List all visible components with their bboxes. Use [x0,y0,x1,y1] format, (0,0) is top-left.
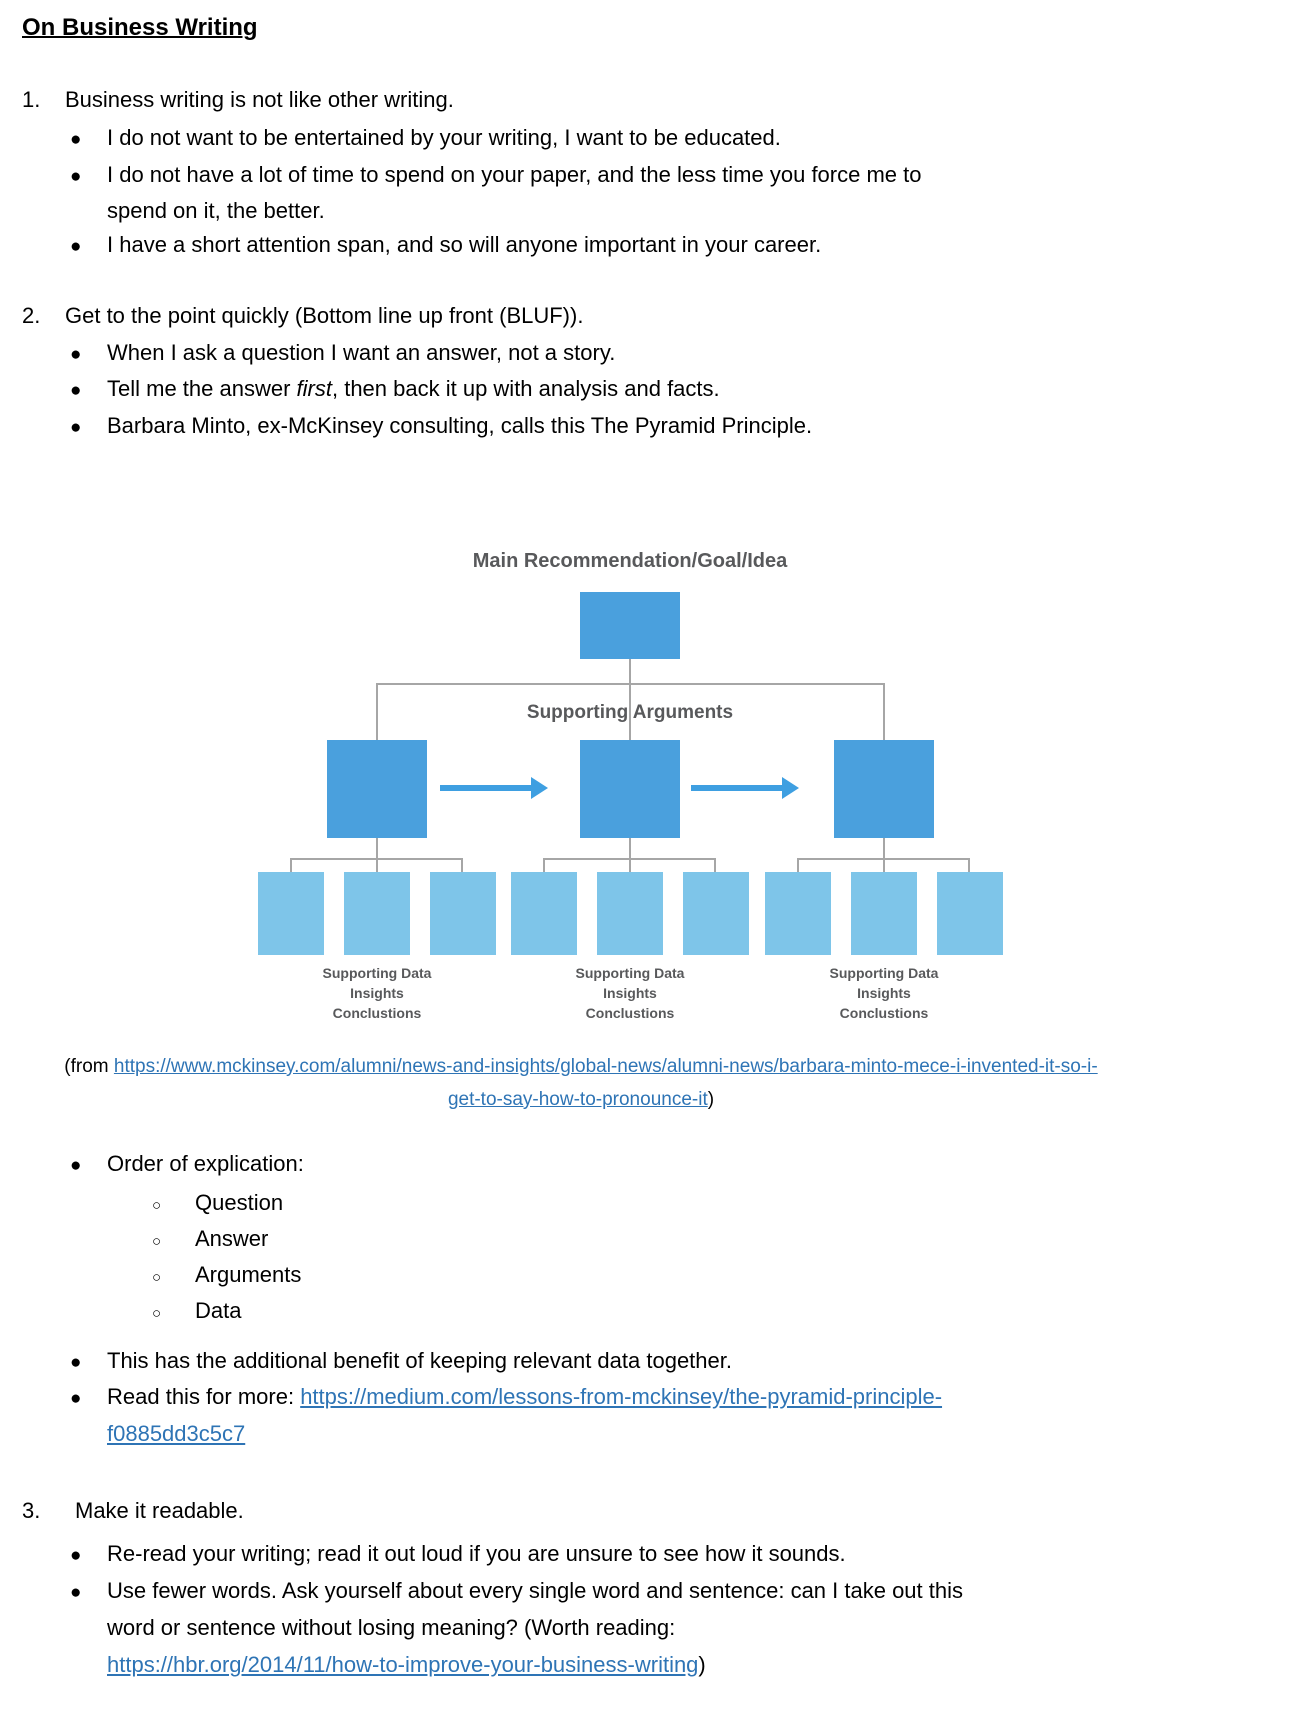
list-item-text: I do not have a lot of time to spend on your paper, and the less time you force me to [107,162,922,187]
section-3-heading-text: Make it readable. [75,1498,244,1523]
bullet-icon: ● [70,1155,82,1176]
doc-title: On Business Writing [22,14,258,41]
pyramid-level2-box-middle [580,740,680,838]
text-segment: , then back it up with analysis and facts. [331,376,720,401]
group-label-left [277,963,477,1023]
section-3-heading [22,1497,244,1524]
list-item-continuation: word or sentence without losing meaning? (Worth reading: [107,1615,676,1640]
group-label-line: Conclustions [839,1005,929,1021]
list-item-text: This has the additional benefit of keeping relevant data together. [107,1348,732,1373]
group-label-line: Supporting Data [829,965,939,981]
sub-list-item [152,1297,241,1327]
sub-list-item-text: Question [195,1190,284,1215]
list-item [70,375,720,404]
section-1-heading [22,86,454,113]
group-label-line: Insights [603,985,657,1001]
connector-line [883,838,885,872]
pyramid-title: Main Recommendation/Goal/Idea [472,550,788,572]
circle-bullet-icon: ○ [152,1269,162,1286]
list-item [70,1347,732,1376]
section-3-number: 3. [22,1498,41,1523]
connector-line [461,858,463,872]
list-item-text: When I ask a question I want an answer, not a story. [107,340,616,365]
pyramid-data-box [344,872,410,955]
pyramid-diagram [200,545,1060,1025]
list-item-continuation: spend on it, the better. [107,198,325,223]
citation-line-2 [25,1083,1137,1116]
list-item [70,161,921,190]
bullet-icon: ● [70,417,82,438]
citation-suffix: ) [707,1089,715,1110]
section-1-heading-text: Business writing is not like other writing. [65,87,454,112]
group-label-middle [530,963,730,1023]
list-item-text: Re-read your writing; read it out loud if you are unsure to see how it sounds. [107,1541,846,1566]
bullet-icon: ● [70,1352,82,1373]
list-item [70,339,615,368]
supporting-arguments-label: Supporting Arguments [526,702,734,723]
connector-line [290,858,463,860]
bullet-icon: ● [70,1545,82,1566]
flow-arrow-icon [691,785,783,791]
text-segment: Read this for more: [107,1384,301,1409]
pyramid-data-box [851,872,917,955]
circle-bullet-icon: ○ [152,1305,162,1322]
connector-line [543,858,716,860]
connector-line [629,838,631,872]
pyramid-data-box [511,872,577,955]
bullet-icon: ● [70,380,82,401]
hbr-link[interactable]: https://hbr.org/2014/11/how-to-improve-your-business-writing [107,1652,699,1677]
list-item [70,1150,304,1179]
medium-link[interactable]: https://medium.com/lessons-from-mckinsey/the-pyramid-principle- [300,1384,943,1409]
pyramid-data-box [430,872,496,955]
group-label-line: Insights [857,985,911,1001]
list-item [70,412,812,441]
bullet-icon: ● [70,1582,82,1603]
group-label-line: Conclustions [585,1005,675,1021]
group-label-right [784,963,984,1023]
group-label-line: Supporting Data [322,965,432,981]
connector-line [968,858,970,872]
italic-word: first [296,376,332,401]
list-item-text: I have a short attention span, and so will anyone important in your career. [107,232,822,257]
sub-list-item-text: Arguments [195,1262,302,1287]
list-item-text [107,1384,942,1409]
bullet-icon: ● [70,344,82,365]
mckinsey-link-continuation[interactable]: get-to-say-how-to-pronounce-it [447,1089,708,1110]
pyramid-data-box [937,872,1003,955]
bullet-icon: ● [70,129,82,150]
text-segment: ) [698,1652,706,1677]
list-item [70,1577,963,1606]
flow-arrow-icon [440,785,532,791]
connector-line [714,858,716,872]
citation-line-1 [25,1050,1137,1083]
list-item [70,124,781,153]
bullet-icon: ● [70,236,82,257]
medium-link-continuation[interactable]: f0885dd3c5c7 [107,1421,246,1446]
connector-line [629,659,631,683]
connector-line [543,858,545,872]
section-2-heading-text: Get to the point quickly (Bottom line up front (BLUF)). [65,303,584,328]
bullet-icon: ● [70,166,82,187]
circle-bullet-icon: ○ [152,1197,162,1214]
list-item [70,231,821,260]
source-citation [25,1050,1137,1116]
group-label-line: Conclustions [332,1005,422,1021]
group-label-line: Insights [350,985,404,1001]
connector-line [376,838,378,872]
connector-line [797,858,799,872]
list-item-continuation [107,1420,245,1447]
connector-line [797,858,970,860]
pyramid-data-box [683,872,749,955]
list-item [70,1383,942,1412]
mckinsey-link[interactable]: https://www.mckinsey.com/alumni/news-and-insights/global-news/alumni-news/barbara-minto-mece-i-invented-it-so-i- [113,1056,1098,1077]
pyramid-data-box [597,872,663,955]
sub-list-item [152,1261,301,1291]
pyramid-data-box [258,872,324,955]
list-item-text: Barbara Minto, ex-McKinsey consulting, calls this The Pyramid Principle. [107,413,813,438]
section-1-number: 1. [22,87,41,112]
sub-list-item [152,1225,268,1255]
list-item-text: I do not want to be entertained by your writing, I want to be educated. [107,125,781,150]
pyramid-data-box [765,872,831,955]
circle-bullet-icon: ○ [152,1233,162,1250]
text-segment: Tell me the answer [107,376,297,401]
sub-list-item-text: Data [195,1298,242,1323]
list-item [70,1540,846,1569]
list-item-continuation [107,1651,706,1678]
pyramid-level2-box-left [327,740,427,838]
list-item-text: Order of explication: [107,1151,304,1176]
group-label-line: Supporting Data [575,965,685,981]
pyramid-top-box [580,592,680,659]
connector-line [290,858,292,872]
sub-list-item [152,1189,283,1219]
list-item-text: Use fewer words. Ask yourself about every single word and sentence: can I take out this [107,1578,964,1603]
citation-prefix: (from [64,1056,114,1077]
list-item-text [107,376,720,401]
section-2-number: 2. [22,303,41,328]
bullet-icon: ● [70,1388,82,1409]
section-2-heading [22,302,583,329]
pyramid-level2-box-right [834,740,934,838]
sub-list-item-text: Answer [195,1226,269,1251]
